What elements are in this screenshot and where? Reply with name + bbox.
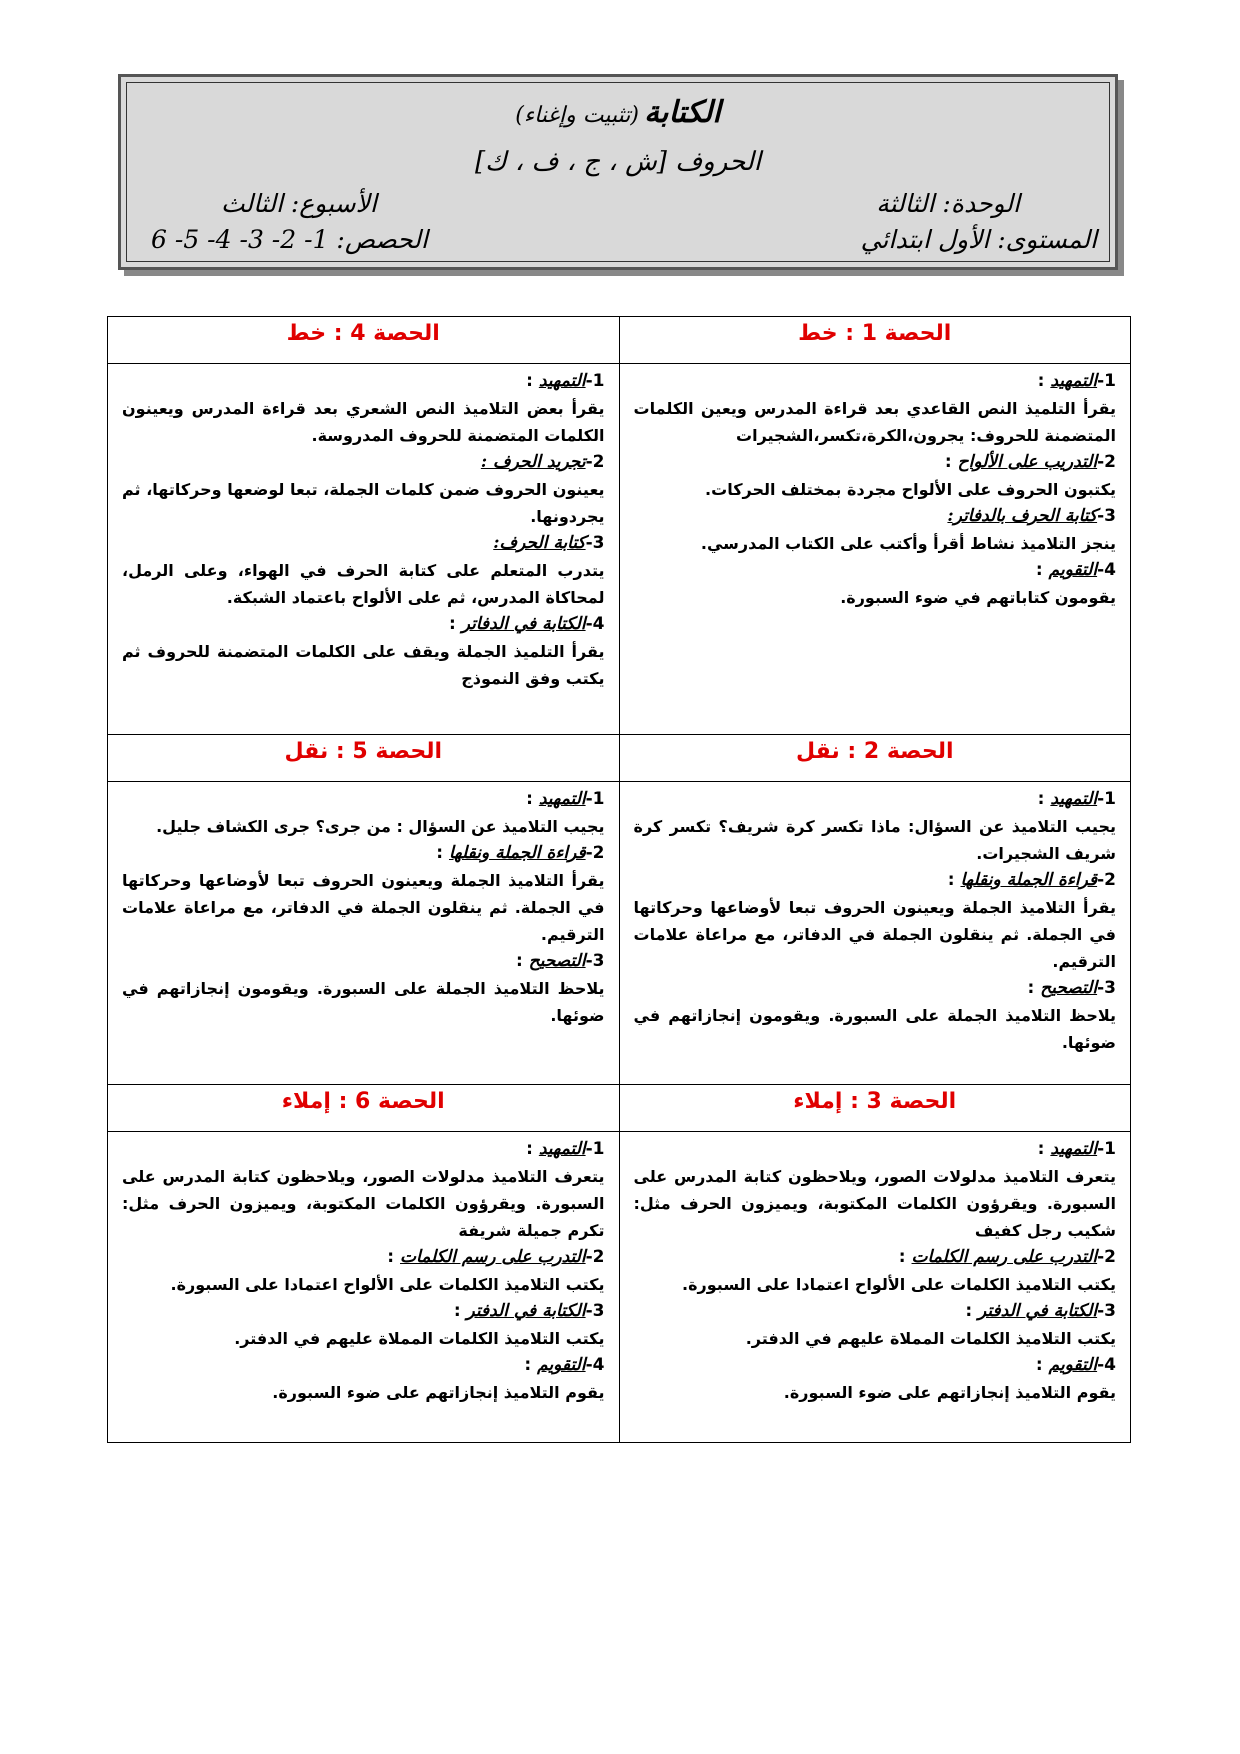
step-text: يقرأ بعض التلاميذ النص الشعري بعد قراءة المدرس ويعينون الكلمات المتضمنة للحروف المدروسة. xyxy=(122,399,605,445)
lesson-header xyxy=(118,74,1118,270)
session-2-content xyxy=(619,782,1131,1085)
step-text: يكتب التلاميذ الكلمات المملاة عليهم في الدفتر. xyxy=(745,1329,1116,1348)
step-text: يعينون الحروف ضمن كلمات الجملة، تبعا لوضعها وحركاتها، ثم يجردونها. xyxy=(122,480,605,526)
step-text: يجيب التلاميذ عن السؤال : من جرى؟ جرى الكشاف جليل. xyxy=(156,817,605,836)
title-sub: (تثبيت وإغناء) xyxy=(515,103,639,128)
session-5-content xyxy=(108,782,620,1085)
session-3-title: الحصة 3 : إملاء xyxy=(619,1085,1131,1132)
table-row-heads-2 xyxy=(108,735,1131,782)
step-title: 1-التمهيد : xyxy=(526,371,605,391)
step-title: 1-التمهيد : xyxy=(1037,371,1116,391)
letters-line: الحروف [ش ، ج ، ف ، ك] xyxy=(475,147,761,177)
step-text: يلاحظ التلاميذ الجملة على السبورة. ويقومون إنجازاتهم في ضوئها. xyxy=(122,979,605,1025)
step-text: ينجز التلاميذ نشاط أقرأ وأكتب على الكتاب المدرسي. xyxy=(700,534,1116,553)
session-6-content xyxy=(108,1132,620,1443)
step-title: 2-قراءة الجملة ونقلها : xyxy=(947,870,1116,890)
step-text: يكتب التلاميذ الكلمات على الألواح اعتمادا على السبورة. xyxy=(682,1275,1116,1294)
step-title: 2-التدرب على رسم الكلمات : xyxy=(387,1247,605,1267)
step-text: يقومون كتاباتهم في ضوء السبورة. xyxy=(840,588,1116,607)
step-title: 3-التصحيح : xyxy=(516,951,605,971)
sessions-label: الحصص: 1- 2- 3- 4- 5- 6 xyxy=(151,225,428,254)
table-row-heads-1 xyxy=(108,317,1131,364)
step-title: 4-الكتابة في الدفاتر : xyxy=(449,614,605,634)
step-text: يلاحظ التلاميذ الجملة على السبورة. ويقومون إنجازاتهم في ضوئها. xyxy=(633,1006,1116,1052)
step-title: 3-الكتابة في الدفتر : xyxy=(453,1301,605,1321)
step-text: يتعرف التلاميذ مدلولات الصور، ويلاحظون كتابة المدرس على السبورة. ويقرؤون الكلمات المكتوبة، ويميزون الحرف مثل: شكيب رجل كفيف xyxy=(633,1167,1116,1240)
step-title: 2-قراءة الجملة ونقلها : xyxy=(436,843,605,863)
sessions-table xyxy=(107,316,1131,1443)
table-row-content-1 xyxy=(108,364,1131,735)
step-title: 2-التدريب على الألواح : xyxy=(944,452,1116,472)
step-title: 2-تجريد الحرف : xyxy=(480,452,605,472)
header-title xyxy=(121,95,1115,130)
step-text: يقرأ التلاميذ الجملة ويعينون الحروف تبعا لأوضاعها وحركاتها في الجملة. ثم ينقلون الجملة في الدفاتر، مع مراعاة علامات الترقيم. xyxy=(122,871,605,944)
step-text: يقرأ التلاميذ الجملة ويعينون الحروف تبعا لأوضاعها وحركاتها في الجملة. ثم ينقلون الجملة في الدفاتر، مع مراعاة علامات الترقيم. xyxy=(633,898,1116,971)
session-1-title: الحصة 1 : خط xyxy=(619,317,1131,364)
step-title: 3-التصحيح : xyxy=(1027,978,1116,998)
table-row-content-3 xyxy=(108,1132,1131,1443)
step-title: 4-التقويم : xyxy=(1035,560,1116,580)
session-3-content xyxy=(619,1132,1131,1443)
step-title: 2-التدرب على رسم الكلمات : xyxy=(898,1247,1116,1267)
session-6-title: الحصة 6 : إملاء xyxy=(108,1085,620,1132)
step-text: يتدرب المتعلم على كتابة الحرف في الهواء، وعلى الرمل، لمحاكاة المدرس، ثم على الألواح باعتماد الشبكة. xyxy=(122,561,605,607)
table-row-heads-3 xyxy=(108,1085,1131,1132)
step-title: 1-التمهيد : xyxy=(526,1139,605,1159)
level-label: المستوى: الأول ابتدائي xyxy=(860,225,1097,254)
step-title: 3-الكتابة في الدفتر : xyxy=(965,1301,1116,1321)
step-text: يقرأ التلميذ النص القاعدي بعد قراءة المدرس ويعين الكلمات المتضمنة للحروف: يجرون،الكرة،تكسر،الشجيرات xyxy=(633,399,1116,445)
title-main: الكتابة xyxy=(644,95,721,130)
step-text: يقوم التلاميذ إنجازاتهم على ضوء السبورة. xyxy=(783,1383,1116,1402)
step-title: 3-كتابة الحرف: xyxy=(493,533,605,553)
step-text: يتعرف التلاميذ مدلولات الصور، ويلاحظون كتابة المدرس على السبورة. ويقرؤون الكلمات المكتوبة، ويميزون الحرف مثل: تكرم جميلة شريفة xyxy=(122,1167,605,1240)
step-text: يقوم التلاميذ إنجازاتهم على ضوء السبورة. xyxy=(272,1383,605,1402)
step-title: 4-التقويم : xyxy=(1035,1355,1116,1375)
session-4-title: الحصة 4 : خط xyxy=(108,317,620,364)
step-title: 1-التمهيد : xyxy=(1037,789,1116,809)
step-text: يكتب التلاميذ الكلمات على الألواح اعتمادا على السبورة. xyxy=(170,1275,605,1294)
session-5-title: الحصة 5 : نقل xyxy=(108,735,620,782)
week-label: الأسبوع: الثالث xyxy=(221,189,377,218)
step-title: 1-التمهيد : xyxy=(526,789,605,809)
session-2-title: الحصة 2 : نقل xyxy=(619,735,1131,782)
session-1-content xyxy=(619,364,1131,735)
step-title: 3-كتابة الحرف بالدفاتر: xyxy=(947,506,1116,526)
step-title: 1-التمهيد : xyxy=(1037,1139,1116,1159)
unit-label: الوحدة: الثالثة xyxy=(876,189,1020,218)
step-text: يكتبون الحروف على الألواح مجردة بمختلف الحركات. xyxy=(705,480,1116,499)
step-text: يكتب التلاميذ الكلمات المملاة عليهم في الدفتر. xyxy=(234,1329,605,1348)
step-text: يقرأ التلميذ الجملة ويقف على الكلمات المتضمنة للحروف ثم يكتب وفق النموذج xyxy=(122,642,605,688)
step-title: 4-التقويم : xyxy=(524,1355,605,1375)
step-text: يجيب التلاميذ عن السؤال: ماذا تكسر كرة شريف؟ تكسر كرة شريف الشجيرات. xyxy=(633,817,1116,863)
session-4-content xyxy=(108,364,620,735)
table-row-content-2 xyxy=(108,782,1131,1085)
